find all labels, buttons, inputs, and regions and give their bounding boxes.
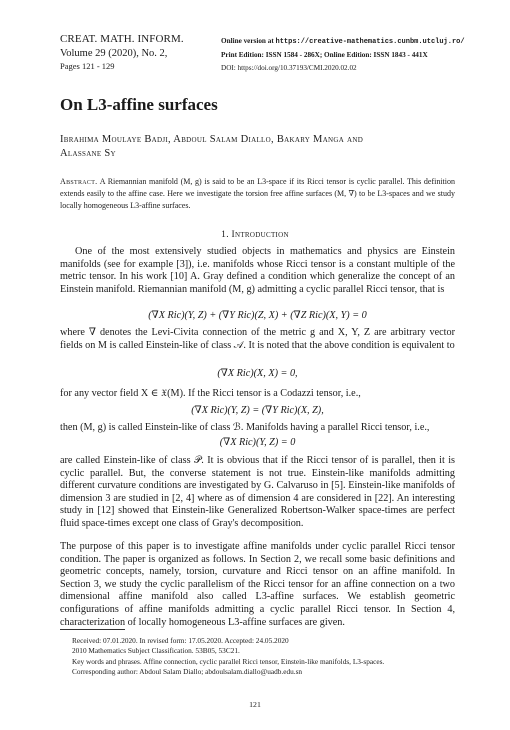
abstract [60,176,455,212]
journal-name: CREAT. MATH. INFORM. [60,33,184,45]
equation-2: (∇X Ric)(X, X) = 0, [217,368,298,379]
paragraph-1: One of the most extensively studied objects in mathematics and physics are Einstein manifolds (see for example [3]), i.e. manifolds whose Ricci tensor is a constant multiple of the metric tensor. In his work [10] A. Gray defined a condition which generalize the concept of an Einstein manifold. Riemannian manifold (M, g) admitting a cyclic parallel Ricci tensor, that is [60,246,455,295]
footnotes [72,636,457,677]
equation-4: (∇X Ric)(Y, Z) = 0 [219,437,296,448]
authors-line-1: Ibrahima Moulaye Badji, Abdoul Salam Diallo, Bakary Manga and [60,134,364,145]
paper-title: On L3-affine surfaces [60,95,218,114]
abstract-label: Abstract. [60,177,98,186]
journal-volume: Volume 29 (2020), No. 2, [60,47,168,59]
journal-pages: Pages 121 - 129 [60,61,115,71]
paragraph-6: The purpose of this paper is to investigate affine manifolds under cyclic parallel Ricci tensor condition. The paper is organized as follows. In Section 2, we recall some basic definitions and geometric concepts, namely, torsion, curvature and Ricci tensor on an affine manifold. In Section 3, we study the cyclic parallelism of the Ricci tensor for an affine connection on a two dimensional affine manifold also called L3-affine surfaces. We establish geometric configurations of affine manifolds admitting a cyclic parallel Ricci tensor. In Section 4, characterization of locally homogeneous L3-affine surfaces are given. [60,541,455,628]
online-label: Online version at [221,37,274,45]
authors [60,133,460,161]
section-heading: 1. Introduction [221,230,289,240]
equation-1: (∇X Ric)(Y, Z) + (∇Y Ric)(Z, X) + (∇Z Ric)(X, Y) = 0 [148,310,367,321]
corresponding-author: Corresponding author: Abdoul Salam Diallo; abdoulsalam.diallo@uadb.edu.sn [72,666,303,676]
publication-info [221,35,491,75]
paragraph-4: then (M, g) is called Einstein-like of class ℬ. Manifolds having a parallel Ricci tensor, i.e., [60,422,430,433]
received-dates: Received: 07.01.2020. In revised form: 17.05.2020. Accepted: 24.05.2020 [72,636,289,645]
paragraph-2: where ∇ denotes the Levi-Civita connection of the metric g and X, Y, Z are arbitrary vector fields on M is called Einstein-like of class 𝒜. It is noted that the above condition is equivalent to [60,327,455,351]
equation-3: (∇X Ric)(Y, Z) = (∇Y Ric)(X, Z), [191,405,324,416]
authors-line-2: Alassane Sy [60,148,116,159]
journal-header [60,33,230,74]
online-url[interactable]: https://creative-mathematics.cunbm.utcluj.ro/ [275,38,465,46]
abstract-text: A Riemannian manifold (M, g) is said to be an L3-space if its Ricci tensor is cyclic parallel. This definition extends easily to the affine case. Here we investigate the torsion free affine surfaces (M, ∇) to be L3-spaces and we study locally homogeneous L3-affine surfaces. [60,177,455,210]
issn-line: Print Edition: ISSN 1584 - 286X; Online Edition: ISSN 1843 - 441X [221,51,428,59]
page-number: 121 [249,700,261,709]
footnote-rule [60,629,125,630]
doi-line[interactable]: DOI: https://doi.org/10.37193/CMI.2020.02.02 [221,64,357,72]
paragraph-5: are called Einstein-like of class 𝒫. It is obvious that if the Ricci tensor of is parallel, then it is cyclic parallel. But, the converse statement is not true. Einstein-like manifolds admitting different curvature conditions are investigated by G. Calvaruso in [5]. Einstein-like manifolds of dimension 3 are studied in [2, 4] where as of dimension 4 are considered in [22]. An interesting study in [12] showed that Einstein-like Generalized Robertson-Walker space-times are perfect fluid space-times except one class of Gray's decomposition. [60,455,455,529]
keywords: Key words and phrases. Affine connection, cyclic parallel Ricci tensor, Einstein-like manifolds, L3-spaces. [72,656,385,666]
msc-classification: 2010 Mathematics Subject Classification. 53B05, 53C21. [72,646,240,656]
paragraph-3: for any vector field X ∈ 𝔛(M). If the Ricci tensor is a Codazzi tensor, i.e., [60,388,361,399]
